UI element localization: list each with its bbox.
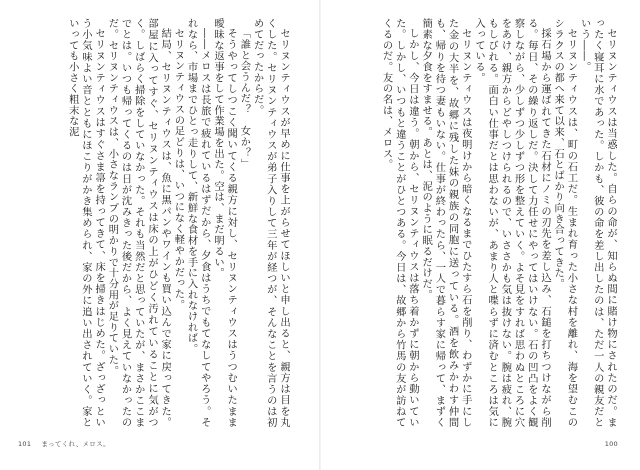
- paragraph: 結局、セリヌンティウスは、魚に黒パンやワインも買い込んで家に戻ってきた。部屋に入ってすぐ、セリヌンティウスは床の上がひどく汚れていることに気がつく。しばらく掃除をしていなかった。それも当然だと思っていたが、まさかここまでとは。いつも帰ってくるのは日が沈みきった後だから、よく見えていなかったのだ。セリヌンティウスは、小さなランプの明かりで十分用が足りていた。: [106, 18, 172, 428]
- page-number: 101: [18, 440, 32, 448]
- paragraph: セリヌンティウスの足どりは、いつになく軽やかだった。: [172, 28, 185, 311]
- left-page: [0, 0, 319, 470]
- right-folio: [605, 440, 618, 448]
- right-page-text: [349, 18, 617, 428]
- paragraph: 採石場から運ばれてきた石材にノミの刃先を差し込み、石鎚を打ちつけながら削る。毎日、その繰り返しだ。決して力任せにやってはいけない。石の凹凸をよく観察しながら、少しずつ少しずつ形を整えていく。よそ見をすれば思わぬところに穴をあけ、親方からどやしつけられるので、いささかも気は抜けない。腕は疲れ、腕もしびれる。面白い仕事だとは思わないが、あまり人と喋らずに済むところは気に入っている。: [472, 18, 551, 428]
- right-page: [321, 0, 640, 470]
- left-folio: [18, 439, 110, 448]
- running-title: まってくれ、メロス。: [41, 440, 110, 448]
- paragraph: セリヌンティウスは、町の石工だ。生まれ育った小さな村を離れ、海を望むこのシラクスの都へ来て以来、石とばかり向き合ってきた。: [552, 18, 578, 428]
- paragraph: ――メロスは長旅で疲れているはずだから、夕食はうちでもてなしてやろう。それなら、市場までひとっ走りして、新鮮な食材を手に入れなければ。: [185, 18, 211, 428]
- paragraph: 「誰と会うんだ？ 女か？」: [238, 28, 251, 170]
- page-number: 100: [604, 440, 618, 448]
- paragraph: セリヌンティウスは夜明けから暗くなるまでひたすら石を削り、わずかに手にした金の大半を、故郷に残した妹の親族の同胞に送っている。酒を飲みかわす仲間も、帰りを待つ妻もいない。仕事が終わったら、一人で暮らす家に帰って、まずく簡素な夕食をすませる。あとは、泥のように眠るだけだ。: [420, 18, 472, 428]
- paragraph: セリヌンティウスが早めに仕事を上がらせてほしいと申し出ると、親方は目を丸くした。セリヌンティウスが弟子入りして三年が経つが、そんなことを言うのは初めてだったからだ。: [251, 18, 290, 428]
- paragraph: セリヌンティウスは当惑した。自らの命が、知らぬ間に賭け物にされたのだ。まったく寝耳に水であった。しかも、彼の命を差し出したのは、ただ一人の親友だという――。: [578, 18, 617, 428]
- left-page-text: [18, 18, 290, 428]
- paragraph: そうやってしつこく聞いてくる親方に対し、セリヌンティウスはうつむいたまま曖昧な返事をして作業場を出た。空は、まだ明るい。: [211, 18, 238, 428]
- paragraph: セリヌンティウスはすぐさま箒を持ってきて、床を掃きはじめた。ざっざっという小気味よい音とともにほこりがかき集められ、家の外に追い出されていく。家といっても小さく粗末な泥: [66, 18, 106, 428]
- paragraph: しかし、今日は違う。朝から、セリヌンティウスは落ち着かずに朝から動いていた。しかし、いつもと違うことがひとつある。今日は、故郷から竹馬の友が訪ねてくるのだ。友の名は、メロス。: [380, 18, 419, 428]
